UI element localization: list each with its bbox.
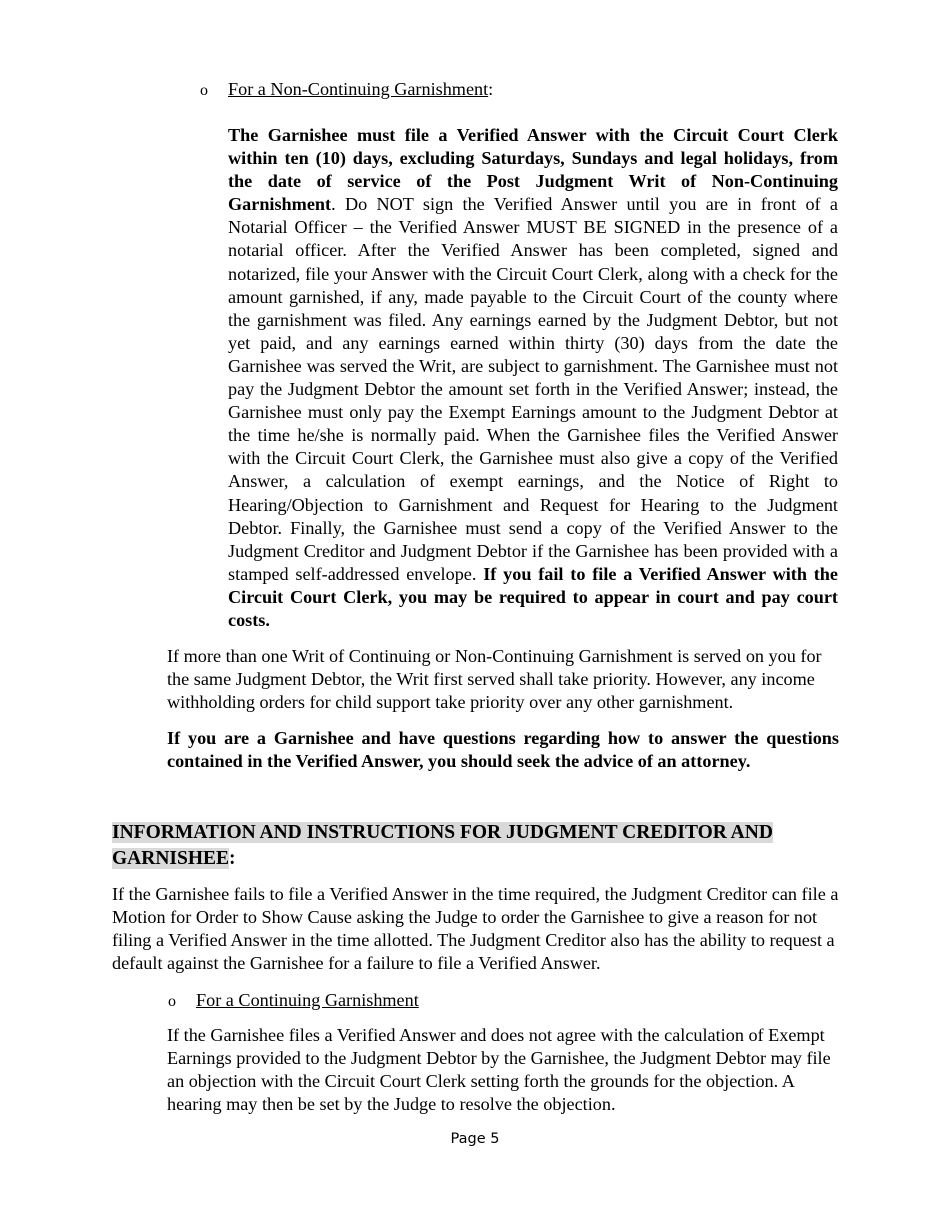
attorney-advice-paragraph: If you are a Garnishee and have questions regarding how to answer the questions contained in the Verified Answer, you should seek the advice of an attorney. [167, 728, 839, 772]
non-continuing-heading: For a Non-Continuing Garnishment [228, 79, 489, 99]
filing-deadline-text: The Garnishee must file a Verified Answer with the Circuit Court Clerk within ten (10) days, excluding Saturdays, Sundays and legal holidays, from the date of service of the Post Judgment Writ of Non-Continuing Garnishment [228, 125, 838, 215]
continuing-bullet-line [168, 989, 419, 1013]
page-number: Page 5 [450, 1131, 500, 1147]
objection-paragraph: If the Garnishee files a Verified Answer and does not agree with the calculation of Exempt Earnings provided to the Judgment Debtor by the Garnishee, the Judgment Debtor may file an objection with the Circuit Court Clerk setting forth the grounds for the objection. A hearing may then be set by the Judge to resolve the objection. [167, 1025, 831, 1115]
priority-paragraph: If more than one Writ of Continuing or Non-Continuing Garnishment is served on you for the same Judgment Debtor, the Writ first served shall take priority. However, any income withholding orders for child support take priority over any other garnishment. [167, 646, 822, 713]
creditor-instructions-paragraph: If the Garnishee fails to file a Verified Answer in the time required, the Judgment Creditor can file a Motion for Order to Show Cause asking the Judge to order the Garnishee to give a reason for not filing a Verified Answer in the time allotted. The Judgment Creditor also has the ability to request a default against the Garnishee for a failure to file a Verified Answer. [112, 884, 839, 974]
non-continuing-instructions [228, 124, 838, 632]
section-heading-colon: : [229, 848, 236, 869]
non-continuing-bullet-line [200, 78, 493, 102]
bullet-marker: o [200, 82, 208, 99]
section-heading-text: INFORMATION AND INSTRUCTIONS FOR JUDGMENT CREDITOR AND GARNISHEE [112, 822, 773, 869]
heading-colon: : [488, 79, 494, 99]
section-heading [112, 820, 832, 872]
failure-warning: If you fail to file a Verified Answer with the Circuit Court Clerk, you may be required to appear in court and pay court costs. [228, 563, 838, 630]
continuing-heading: For a Continuing Garnishment [196, 990, 419, 1010]
bullet-marker: o [168, 993, 176, 1010]
instructions-body: . Do NOT sign the Verified Answer until you are in front of a Notarial Officer – the Verified Answer MUST BE SIGNED in the presence of a notarial officer. After the Verified Answer has been completed, signed and notarized, file your Answer with the Circuit Court Clerk, along with a check for the amount garnished, if any, made payable to the Circuit Court of the county where the garnishment was filed. Any earnings earned by the Judgment Debtor, but not yet paid, and any earnings earned within thirty (30) days from the date the Garnishee was served the Writ, are subject to garnishment. The Garnishee must not pay the Judgment Debtor the amount set forth in the Verified Answer; instead, the Garnishee must only pay the Exempt Earnings amount to the Judgment Debtor at the time he/she is normally paid. When the Garnishee files the Verified Answer with the Circuit Court Clerk, the Garnishee must also give a copy of the Verified Answer, a calculation of exempt earnings, and the Notice of Right to Hearing/Objection to Garnishment and Request for Hearing to the Judgment Debtor. Finally, the Garnishee must send a copy of the Verified Answer to the Judgment Creditor and Judgment Debtor if the Garnishee has been provided with a stamped self-addressed envelope. [228, 194, 838, 584]
